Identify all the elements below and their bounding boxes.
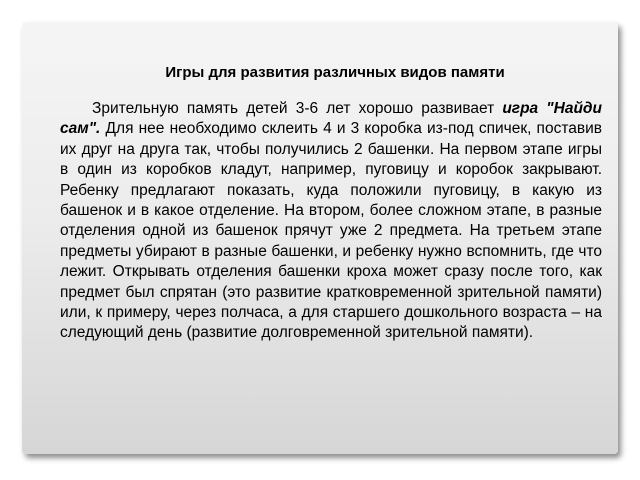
text-card (22, 22, 618, 454)
paragraph-intro: Зрительную память детей 3-6 лет хорошо развивает (92, 100, 503, 117)
game-name: игра "Найди сам". (60, 100, 602, 138)
body-paragraph (60, 99, 602, 344)
slide-title: Игры для развития различных видов памяти (165, 64, 505, 81)
paragraph-rest: Для нее необходимо склеить 4 и 3 коробка из-под спичек, поставив их друг на друга так, чтобы получились 2 башенки. На первом этапе игры в один из коробков кладут, например, пуговицу и коробок закрывают. Ребенку предлагают показать, куда положили пуговицу, в какую из башенок и в какое отделение. На втором, более сложном этапе, в разные отделения одной из башенок прячут уже 2 предмета. На третьем этапе предметы убирают в разные башенки, и ребенку нужно вспомнить, где что лежит. Открывать отделения башенки кроха может сразу после того, как предмет был спрятан (это развитие кратковременной зрительной памяти) или, к примеру, через полчаса, а для старшего дошкольного возраста – на следующий день (развитие долговременной зрительной памяти). (60, 120, 602, 342)
